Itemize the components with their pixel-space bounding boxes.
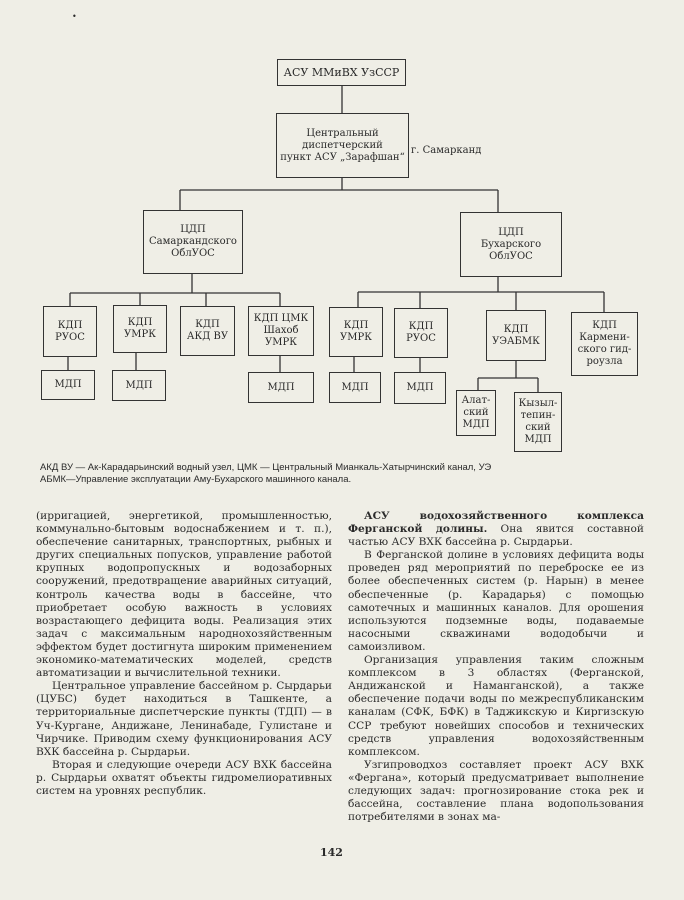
diagram-legend — [40, 462, 650, 486]
legend-line: АБМК—Управление эксплуатации Аму-Бухарского машинного канала. — [40, 474, 352, 485]
left-column — [36, 510, 332, 798]
mdp-box: МДП — [112, 370, 166, 401]
kyzyltepa-mdp-box: Кызыл- тепин- ский МДП — [514, 392, 562, 452]
kdp-umrk-bukhara-box: КДП УМРК — [329, 307, 383, 357]
corner-mark: • — [72, 12, 77, 21]
paragraph: Вторая и следующие очереди АСУ ВХК бассейна р. Сырдарьи охватят объекты гидромелиоративных систем на уровнях республик. — [36, 758, 332, 797]
central-dispatch-box: Центральный диспетчерский пункт АСУ „Зарафшан“ — [276, 113, 409, 178]
kdp-umrk-box: КДП УМРК — [113, 305, 167, 353]
mdp-box: МДП — [394, 372, 446, 404]
kdp-karmana-box: КДП Кармени- ского гид- роузла — [571, 312, 638, 376]
kdp-uaebmk-box: КДП УЭАБМК — [486, 310, 546, 361]
right-column — [348, 510, 644, 824]
page-number: 142 — [320, 846, 343, 859]
section-heading: АСУ водохозяйственного комплекса Ферганской долины. — [348, 510, 644, 536]
legend-line: АКД ВУ — Ак-Карадарьинский водный узел, ЦМК — Центральный Мианкаль-Хатырчинский канал, УЭ — [40, 462, 492, 473]
mdp-box: МДП — [41, 370, 95, 400]
section-heading-paragraph — [348, 510, 644, 549]
kdp-cmk-box: КДП ЦМК Шахоб УМРК — [248, 306, 314, 356]
kdp-akd-vu-box: КДП АКД ВУ — [180, 306, 235, 356]
mdp-box: МДП — [248, 372, 314, 403]
alat-mdp-box: Алат- ский МДП — [456, 390, 496, 436]
paragraph: (ирригацией, энергетикой, промышленностью, коммунально-бытовым водоснабжением и т. п.), обеспечение санитарных, транспортных, рыбных и других специальных попусков, управление работой крупных водопропускных и водозаборных сооружений, предотвращение аварийных ситуаций, контроль качества воды в бассейне, что приобретает особую важность в условиях возрастающего дефицита воды. Реализация этих задач с максимальным народнохозяйственным эффектом будет достигнута широким применением экономико-математических моделей, средств автоматизации и вычислительной техники. — [36, 510, 332, 680]
cdp-bukhara-box: ЦДП Бухарского ОблУОС — [460, 212, 562, 277]
section-heading-rest: Она явится составной частью АСУ ВХК бассейна р. Сырдарьи. — [348, 523, 644, 549]
paragraph: Узгипроводхоз составляет проект АСУ ВХК «Фергана», который предусматривает выполнение следующих задач: прогнозирование стока рек и бассейна, составление плана водопользования потребителями в зонах ма- — [348, 758, 644, 824]
kdp-ruos-bukhara-box: КДП РУОС — [394, 308, 448, 358]
cdp-samarkand-box: ЦДП Самаркандского ОблУОС — [143, 210, 243, 274]
paragraph: Организация управления таким сложным комплексом в 3 областях (Ферганской, Андижанской и Наманганской), а также обеспечение подачи воды по межреспубликанским каналам (СФК, БФК) в Таджикскую и Киргизскую ССР требуют новейших способов и технических средств управления водохозяйственным комплексом. — [348, 654, 644, 758]
paragraph: В Ферганской долине в условиях дефицита воды проведен ряд мероприятий по переброске ее из более обеспеченных систем (р. Нарын) в менее обеспеченные (р. Карадарья) с помощью самотечных и машинных каналов. Для орошения используются подземные воды, подаваемые насосными скважинами вододобычи и самоизливом. — [348, 549, 644, 653]
kdp-ruos-box: КДП РУОС — [43, 306, 97, 357]
samarkand-city-label: г. Самарканд — [411, 145, 482, 156]
asu-mmivh-box: АСУ ММиВХ УзССР — [277, 59, 406, 86]
mdp-box: МДП — [329, 372, 381, 403]
paragraph: Центральное управление бассейном р. Сырдарьи (ЦУБС) будет находиться в Ташкенте, а территориальные диспетчерские пункты (ТДП) — в Уч-Кургане, Андижане, Ленинабаде, Гулистане и Чирчике. Приводим схему функционирования АСУ ВХК бассейна р. Сырдарьи. — [36, 680, 332, 758]
